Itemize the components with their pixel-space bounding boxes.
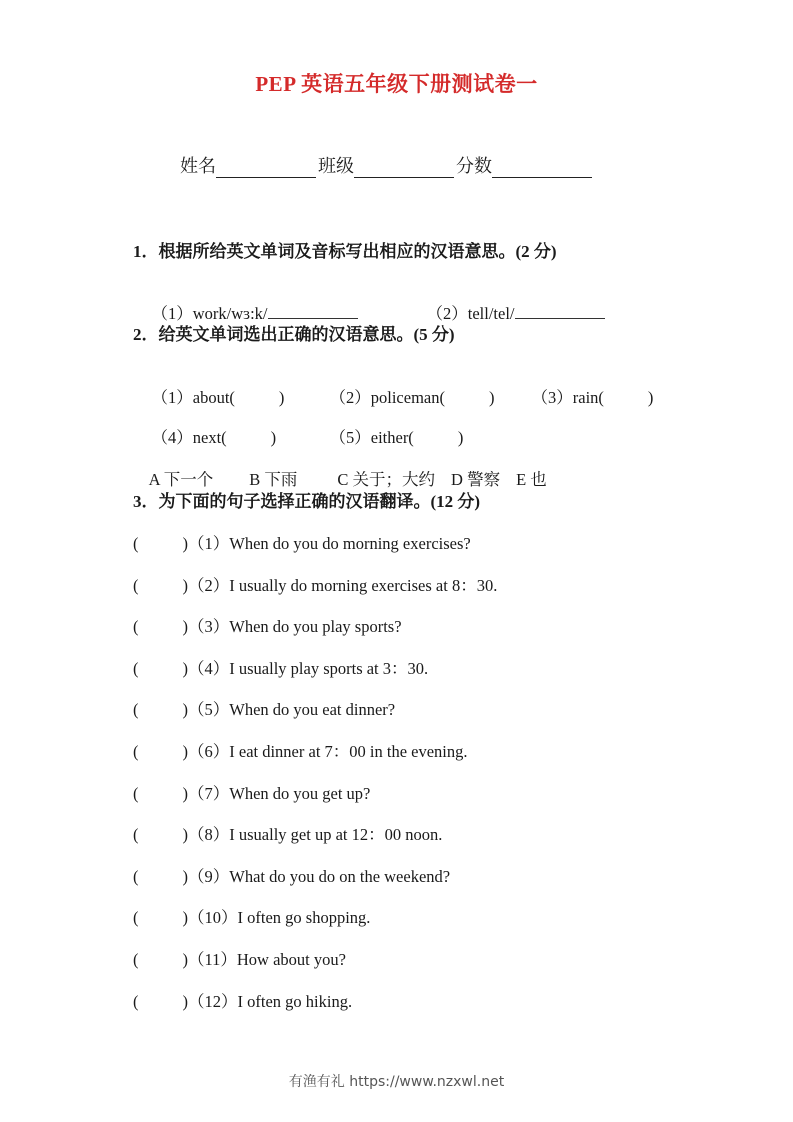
item-text: I often go shopping.: [237, 908, 371, 927]
item-number: （4）: [188, 659, 230, 678]
paren-open: (: [133, 992, 139, 1011]
option-e: E 也: [516, 470, 547, 489]
paren-open: (: [133, 576, 139, 595]
paren-close: ): [457, 428, 464, 447]
item-number: （3）: [188, 617, 230, 636]
section3-item: [133, 696, 395, 720]
item-number: （12）: [188, 992, 238, 1011]
paren-close: ): [182, 908, 188, 927]
paren-close: ): [182, 742, 188, 761]
paren-open: (: [133, 867, 139, 886]
item-number: （8）: [188, 825, 230, 844]
section3-item: [133, 988, 352, 1012]
section2-heading: 2．给英文单词选出正确的汉语意思。(5 分): [133, 325, 455, 344]
item-number: （6）: [188, 742, 230, 761]
item-text: I usually get up at 12：00 noon.: [229, 825, 443, 844]
item-label: （2）tell/tel/: [426, 304, 515, 323]
option-d: D 警察: [451, 470, 501, 489]
paren-close: ): [182, 825, 188, 844]
item-text: I eat dinner at 7：00 in the evening.: [229, 742, 468, 761]
section3-item: [133, 613, 402, 637]
item-text: When do you eat dinner?: [229, 700, 396, 719]
item-number: （1）: [188, 534, 230, 553]
section1-heading: 1．根据所给英文单词及音标写出相应的汉语意思。(2 分): [133, 242, 557, 261]
item-number: （5）: [188, 700, 230, 719]
paren-open: (: [133, 659, 139, 678]
paren-close: ): [182, 950, 188, 969]
paren-close: ): [182, 534, 188, 553]
section3-item: [133, 821, 442, 845]
paren-open: (: [133, 908, 139, 927]
paren-open: (: [133, 950, 139, 969]
paren-close: ): [182, 992, 188, 1011]
item-number: （9）: [188, 867, 230, 886]
paren-open: (: [133, 784, 139, 803]
section3-item: [133, 738, 468, 762]
paren-close: ): [182, 784, 188, 803]
section3-item: [133, 904, 370, 928]
student-info-row: [180, 152, 594, 178]
class-label: 班级: [318, 156, 354, 176]
item-label: （1）work/wɜ:k/: [151, 304, 268, 323]
paren-open: (: [133, 534, 139, 553]
item-label: （1）about(: [151, 388, 235, 407]
paren-close: ): [182, 659, 188, 678]
paren-open: (: [133, 742, 139, 761]
answer-blank[interactable]: [268, 303, 358, 319]
paren-close: ): [182, 700, 188, 719]
footer-watermark: 有渔有礼 https://www.nzxwl.net: [288, 1074, 505, 1090]
paren-close: ): [182, 867, 188, 886]
item-text: How about you?: [236, 950, 346, 969]
item-number: （2）: [188, 576, 230, 595]
paren-close: ): [270, 428, 277, 447]
section2-item-3: [515, 364, 653, 428]
item-text: When do you get up?: [229, 784, 371, 803]
item-text: I usually play sports at 3：30.: [229, 659, 429, 678]
item-number: （7）: [188, 784, 230, 803]
item-label: （3）rain(: [531, 388, 604, 407]
item-label: （4）next(: [151, 428, 227, 447]
item-number: （10）: [188, 908, 238, 927]
section3-item: [133, 946, 346, 970]
item-text: I usually do morning exercises at 8：30.: [229, 576, 498, 595]
name-blank[interactable]: [216, 157, 316, 178]
class-blank[interactable]: [354, 157, 454, 178]
section3-item: [133, 572, 497, 596]
option-b: B 下雨: [249, 470, 298, 489]
paren-close: ): [278, 388, 285, 407]
item-text: When do you do morning exercises?: [229, 534, 471, 553]
answer-blank[interactable]: [515, 303, 605, 319]
paren-close: ): [182, 576, 188, 595]
section3-heading: 3．为下面的句子选择正确的汉语翻译。(12 分): [133, 492, 481, 511]
item-label: （2）policeman(: [329, 388, 445, 407]
name-label: 姓名: [180, 156, 216, 176]
section3-item: [133, 655, 428, 679]
item-number: （11）: [188, 950, 237, 969]
paren-open: (: [133, 617, 139, 636]
section3-item: [133, 530, 471, 554]
option-a: A 下一个: [148, 470, 214, 489]
page-title: PEP 英语五年级下册测试卷一: [255, 72, 538, 96]
paren-close: ): [488, 388, 495, 407]
section3-item: [133, 863, 450, 887]
option-c: C 关于；大约: [337, 470, 436, 489]
section3-item: [133, 780, 370, 804]
item-text: What do you do on the weekend?: [229, 867, 451, 886]
paren-close: ): [182, 617, 188, 636]
paren-open: (: [133, 825, 139, 844]
item-text: When do you play sports?: [229, 617, 402, 636]
score-label: 分数: [456, 156, 492, 176]
paren-close: ): [647, 388, 654, 407]
item-text: I often go hiking.: [237, 992, 353, 1011]
paren-open: (: [133, 700, 139, 719]
score-blank[interactable]: [492, 157, 592, 178]
item-label: （5）either(: [329, 428, 414, 447]
